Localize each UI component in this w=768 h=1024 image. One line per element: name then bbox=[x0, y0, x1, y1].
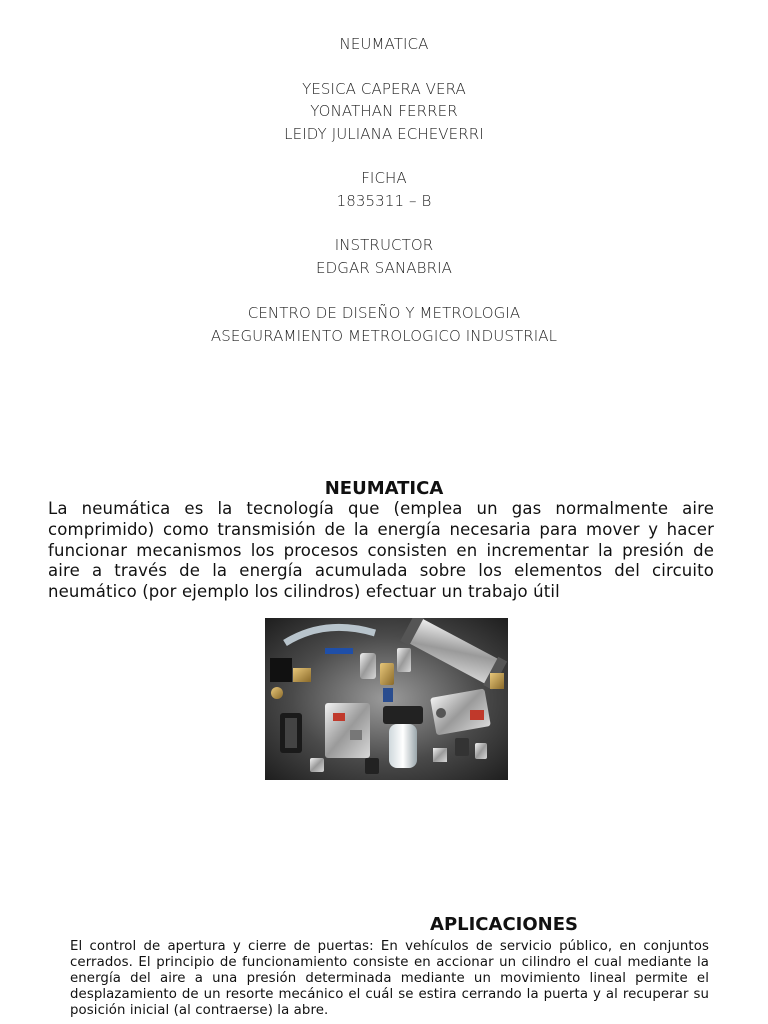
author-name: YESICA CAPERA VERA bbox=[302, 80, 466, 98]
center-name: CENTRO DE DISEÑO Y METROLOGIA bbox=[247, 304, 521, 322]
section-heading-aplicaciones: APLICACIONES bbox=[430, 914, 578, 935]
program-name: ASEGURAMIENTO METROLOGICO INDUSTRIAL bbox=[210, 327, 558, 345]
cover-title: NEUMATICA bbox=[339, 35, 429, 53]
section-body-aplicaciones: El control de apertura y cierre de puertas: En vehículos de servicio público, en conjuntos cerrados. El principio de funcionamiento consiste en accionar un cilindro el cual mediante la energía del aire a una presión determinada mediante un movimiento lineal permite el desplazamiento de un resorte mecánico el cuál se estira cerrando la puerta y al recuperar su posición inicial (al contraerse) la abre. bbox=[70, 939, 709, 1018]
author-name: LEIDY JULIANA ECHEVERRI bbox=[284, 125, 484, 143]
section-heading-neumatica: NEUMATICA bbox=[324, 478, 444, 499]
ficha-label: FICHA bbox=[361, 169, 407, 187]
instructor-label: INSTRUCTOR bbox=[334, 236, 434, 254]
author-name: YONATHAN FERRER bbox=[310, 102, 458, 120]
instructor-name: EDGAR SANABRIA bbox=[316, 259, 452, 277]
section-body-neumatica: La neumática es la tecnología que (emplea un gas normalmente aire comprimido) como transmisión de la energía necesaria para mover y hacer funcionar mecanismos los procesos consisten en incrementar la presión de aire a través de la energía acumulada sobre los elementos del circuito neumático (por ejemplo los cilindros) efectuar un trabajo útil bbox=[48, 499, 714, 602]
ficha-value: 1835311 – B bbox=[336, 192, 432, 210]
pneumatic-components-photo bbox=[265, 618, 508, 780]
